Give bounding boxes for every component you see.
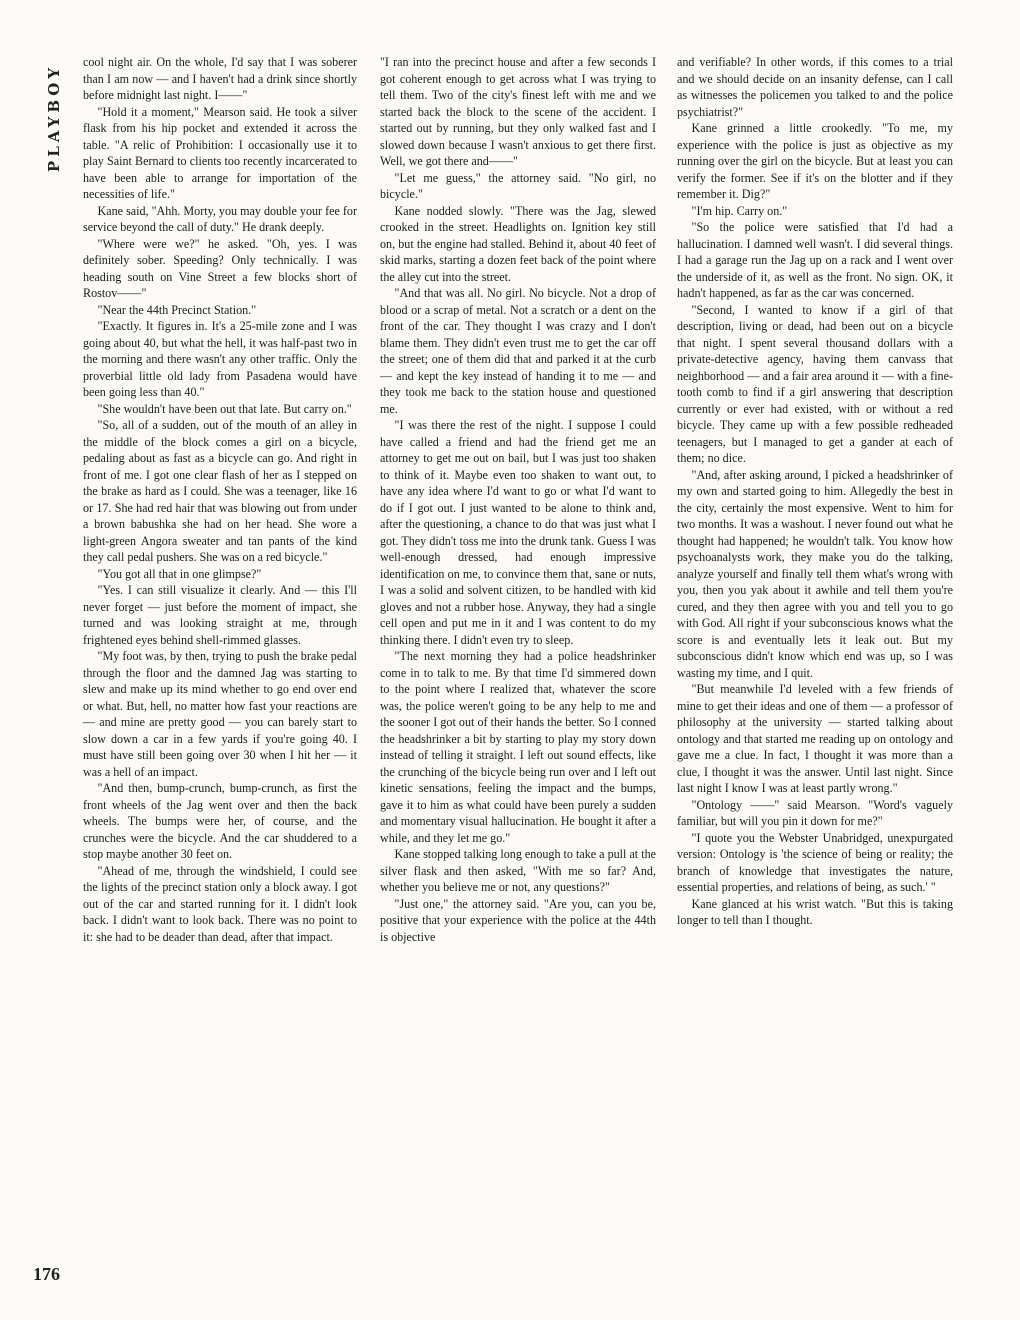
paragraph: Kane said, "Ahh. Morty, you may double your fee for service beyond the call of duty." He drank deeply. [83, 203, 357, 234]
paragraph: "So, all of a sudden, out of the mouth of an alley in the middle of the block comes a girl on a bicycle, pedaling about as fast as a bicycle can go. And right in front of me. I got one clear flash of her as I stepped on the brake as hard as I could. She was a teenager, like 16 or 17. She had red hair that was blowing out from under a brown babushka she had on her head. She wore a light-green Angora sweater and tan pants of the kind they call pedal pushers. She was on a red bicycle." [83, 418, 357, 564]
paragraph: "Yes. I can still visualize it clearly. And — this I'll never forget — just before the moment of impact, she turned and was looking straight at me, through frightened eyes behind shell-rimmed glasses. [83, 583, 357, 647]
paragraph: Kane stopped talking long enough to take a pull at the silver flask and then asked, "With me so far? And, whether you believe me or not, any questions?" [380, 847, 656, 894]
paragraph: Kane nodded slowly. "There was the Jag, slewed crooked in the street. Headlights on. Ignition key still on, but the engine had stalled. Behind it, about 40 feet of skid marks, starting a dozen feet back of the point where the alley cut into the street. [380, 203, 656, 284]
paragraph: "And, after asking around, I picked a headshrinker of my own and started going to him. Allegedly the best in the city, certainly the most expensive. Went to him for two months. It was a washout. I never found out what he thought had happened; he wouldn't talk. You know how psychoanalysts work, they make you do the talking, analyze yourself and finally tell them what's wrong with you, then you yak about it awhile and tell them you're cured, and they then agree with you and tell you to go with God. All right if your subconscious knows what the score is and eventually lets it leak out. But my subconscious didn't know which end was up, so I was wasting my time, and I quit. [677, 467, 953, 680]
paragraph: "I was there the rest of the night. I suppose I could have called a friend and had the friend get me an attorney to get me out on bail, but I was just too shaken to think of it. Maybe even too shaken to want out, to have any idea where I'd want to go or what I'd want to do if I got out. I just wanted to be alone to think and, after the questioning, a chance to do that was just what I got. They didn't toss me into the drunk tank. Guess I was well-enough dressed, had enough impressive identification on me, to convince them that, sane or nuts, I was a solid and solvent citizen, to be handled with kid gloves and not a rubber hose. Anyway, they had a single cell open and put me in it and I was content to do my thinking there. I didn't even try to sleep. [380, 418, 656, 647]
paragraph: "And that was all. No girl. No bicycle. Not a drop of blood or a scrap of metal. Not a scratch or a dent on the front of the car. They thought I was crazy and I don't blame them. They didn't even trust me to get the car off the street; one of them did that and parked it at the curb — and kept the key instead of handing it to me — and they took me back to the station house and questioned me. [380, 286, 656, 416]
paragraph: "Near the 44th Precinct Station." [97, 302, 257, 317]
masthead-text: PLAYBOY [45, 63, 63, 173]
paragraph: "I'm hip. Carry on." [691, 203, 788, 218]
paragraph: "Second, I wanted to know if a girl of that description, living or dead, had been out on a bicycle that night. I spent several thousand dollars with a private-detective agency, having them canvass that neighborhood — and a fair area around it — with a fine-tooth comb to find if a girl answering that description currently or ever had existed, with or without a red bicycle. They came up with a few possible redheaded teenagers, but I managed to get a gander at each of them; no dice. [677, 302, 953, 465]
paragraph: "Ahead of me, through the windshield, I could see the lights of the precinct station only a block away. I got out of the car and started running for it. I didn't look back. I didn't want to look back. There was no point to it: she had to be deader than dead, after that impact. [83, 863, 357, 944]
paragraph: "My foot was, by then, trying to push the brake pedal through the floor and the damned Jag was starting to slew and make up its mind whether to go end over end or what. But, hell, no matter how fast your reactions are — and mine are pretty good — you can barely start to slow down a car in a few yards if you're going 40. I must have still been going over 30 when I hit her — it was a hell of an impact. [83, 649, 357, 779]
paragraph: "Where were we?" he asked. "Oh, yes. I was definitely sober. Speeding? Only technically. I was heading south on Vine Street a few blocks short of Rostov——" [83, 236, 357, 300]
paragraph: "I ran into the precinct house and after a few seconds I got coherent enough to get across what I was trying to tell them. Two of the city's finest left with me and we started back the block to the scene of the accident. I started out by running, but they only walked fast and I slowed down because I wasn't anxious to get there first. Well, we got there and——" [380, 55, 656, 168]
paragraph: "Just one," the attorney said. "Are you, can you be, positive that your experience with the police at the 44th is objective [380, 896, 656, 944]
paragraph: cool night air. On the whole, I'd say that I was soberer than I am now — and I haven't had a drink since shortly before midnight last night. I——" [83, 55, 357, 102]
text-column-1 [83, 54, 357, 945]
paragraph: "And then, bump-crunch, bump-crunch, as first the front wheels of the Jag went over and then the back wheels. The bumps were her, of course, and the crunches were the bicycle. And the car shuddered to a stop maybe another 30 feet on. [83, 781, 357, 861]
paragraph: Kane glanced at his wrist watch. "But this is taking longer to tell than I thought. [677, 896, 953, 927]
text-column-3 [677, 54, 953, 929]
paragraph: "You got all that in one glimpse?" [97, 566, 262, 581]
paragraph: "She wouldn't have been out that late. But carry on." [97, 401, 352, 416]
paragraph: Kane grinned a little crookedly. "To me, my experience with the police is just as objective as my running over the girl on the bicycle. But at least you can verify the former. See if it's on the blotter and if they remember it. Dig?" [677, 121, 953, 201]
text-column-2 [380, 54, 656, 945]
paragraph: "I quote you the Webster Unabridged, unexpurgated version: Ontology is 'the science of being or reality; the branch of knowledge that investigates the nature, essential properties, and relations of being, as such.' " [677, 830, 953, 894]
paragraph: "But meanwhile I'd leveled with a few friends of mine to get their ideas and one of them — a professor of philosophy at the university — started talking about ontology and that started me reading up on ontology and gave me a clue. In fact, I thought it was more than a clue, I thought it was the answer. Until last night. Since last night I know I was at least partly wrong." [677, 682, 953, 795]
paragraph: and verifiable? In other words, if this comes to a trial and we should decide on an insanity defense, can I call as witnesses the policemen you talked to and the police psychiatrist?" [677, 55, 953, 119]
paragraph: "So the police were satisfied that I'd had a hallucination. I damned well wasn't. I did several things. I had a garage run the Jag up on a rack and I went over the underside of it, as well as the front. No sign. OK, it hadn't happened, as far as the car was concerned. [677, 220, 953, 300]
paragraph: "Ontology ——" said Mearson. "Word's vaguely familiar, but will you pin it down for me?" [677, 797, 953, 828]
paragraph: "Let me guess," the attorney said. "No girl, no bicycle." [380, 170, 656, 201]
paragraph: "Hold it a moment," Mearson said. He took a silver flask from his hip pocket and extended it across the table. "A relic of Prohibition: I occasionally use it to play Saint Bernard to clients too recently incarcerated to have been able to arrange for importation of the necessities of life." [83, 104, 357, 201]
paragraph: "Exactly. It figures in. It's a 25-mile zone and I was going about 40, but what the hell, it was half-past two in the morning and there wasn't any other traffic. Only the proverbial little old lady from Pasadena would have been going less than 40." [83, 319, 357, 399]
page-number: 176 [33, 1264, 60, 1284]
paragraph: "The next morning they had a police headshrinker come in to talk to me. By that time I'd simmered down to the point where I realized that, whatever the score was, the police weren't going to be any help to me and the sooner I got out of their hands the better. So I conned the headshrinker a bit by starting to play my story down instead of telling it straight. I left out sound effects, like the crunching of the bicycle being run over and I left out kinetic sensations, feeling the impact and the bumps, gave it to him as what could have been purely a sudden and momentary visual hallucination. He bought it after a while, and they let me go." [380, 649, 656, 845]
magazine-masthead [34, 52, 74, 184]
